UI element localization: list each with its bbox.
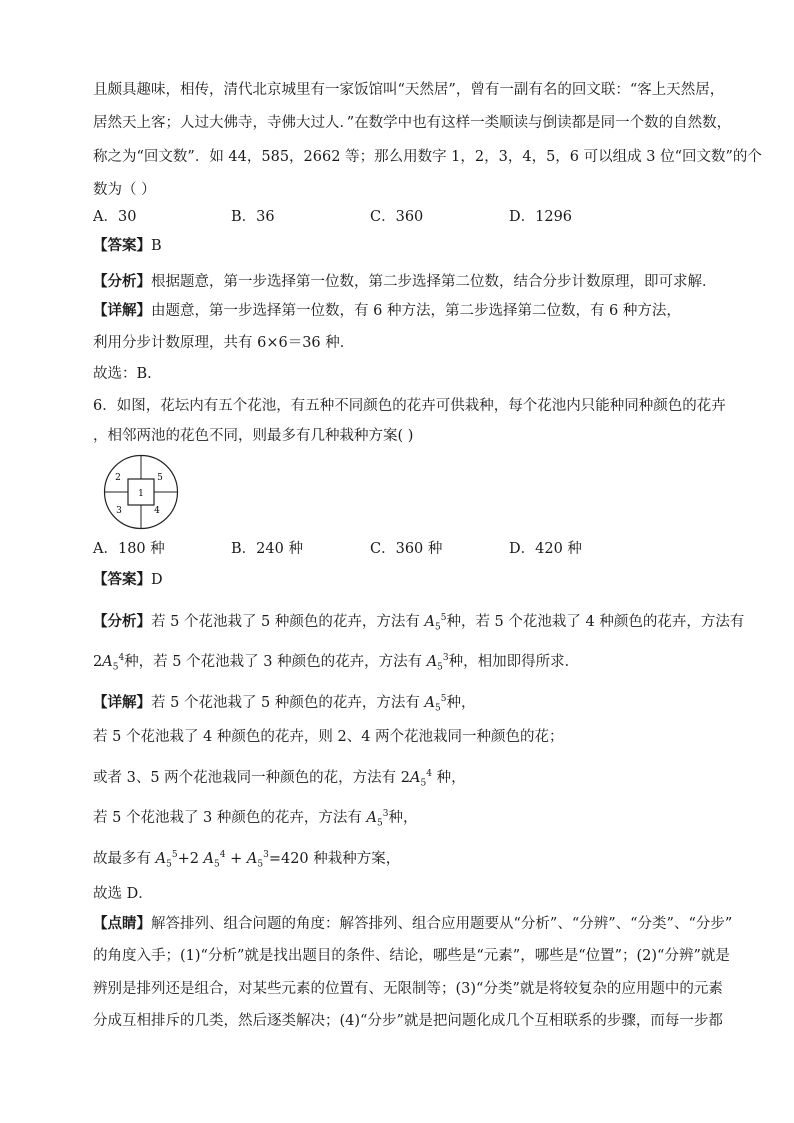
q6-stem-line-1: 6．如图，花坛内有五个花池，有五种不同颜色的花卉可供栽种，每个花池内只能种同种颜色的花卉 <box>93 398 726 414</box>
analysis-text: 根据题意，第一步选择第一位数，第二步选择第二位数，结合分步计数原理，即可求解． <box>151 274 717 290</box>
tip-text: 解答排列、组合问题的角度：解答排列、组合应用题要从“分析”、“分辨”、“分类”、“分步” <box>151 916 733 932</box>
q5-intro-line-3: 称之为“回文数”．如 44，585，2662 等；那么用数字 1，2，3，4，5，6 可以组成 3 位“回文数”的个 <box>93 149 762 165</box>
q5-option-a: A．30 <box>93 209 137 225</box>
analysis-tag: 【分析】 <box>93 612 151 630</box>
tip-tag: 【点睛】 <box>93 915 151 932</box>
label-pool-5: 5 <box>157 473 163 483</box>
q5-option-d: D．1296 <box>509 209 573 225</box>
analysis-tag: 【分析】 <box>93 273 151 290</box>
q6-tip-line-2: 的角度入手；(1)“分析”就是找出题目的条件、结论，哪些是“元素”，哪些是“位置”；(2)“分辨”就是 <box>93 948 730 964</box>
q5-detail-line-2: 利用分步计数原理，共有 6×6＝36 种． <box>93 335 355 351</box>
q5-answer <box>93 236 162 256</box>
q6-option-b: B．240 种 <box>231 541 303 557</box>
q6-detail-line-3: 或者 3、5 两个花池栽同一种颜色的花，方法有 $2A_5^4$ 种， <box>93 769 466 789</box>
detail-text: =420 种栽种方案， <box>268 850 401 867</box>
label-pool-4: 4 <box>154 506 160 516</box>
detail-text: 若 5 个花池栽了 5 种颜色的花卉，方法有 <box>151 694 420 711</box>
label-pool-2: 2 <box>115 473 121 483</box>
detail-text: 或者 3、5 两个花池栽同一种颜色的花，方法有 2 <box>93 769 411 786</box>
detail-text: 由题意，第一步选择第一位数，有 6 种方法，第二步选择第二位数，有 6 种方法， <box>151 303 681 319</box>
q6-option-c: C．360 种 <box>370 541 443 557</box>
answer-tag: 【答案】 <box>93 571 151 588</box>
detail-text: 若 5 个花池栽了 3 种颜色的花卉，方法有 <box>93 809 362 826</box>
q6-option-d: D．420 种 <box>509 541 582 557</box>
label-pool-1: 1 <box>138 489 144 499</box>
q5-intro-line-2: 居然天上客；人过大佛寺，寺佛大过人．”在数学中也有这样一类顺读与倒读都是同一个数的自然数， <box>93 115 732 131</box>
q5-analysis <box>93 272 717 292</box>
q6-tip-line-4: 分成互相排斥的几类，然后逐类解决；(4)“分步”就是把问题化成几个互相联系的步骤，而每一步都 <box>93 1013 723 1029</box>
q5-detail-line-1 <box>93 301 681 321</box>
q6-conclusion: 故选 D． <box>93 886 153 902</box>
q5-option-c: C．360 <box>370 209 424 225</box>
analysis-text: 种，相加即得所求． <box>448 653 580 670</box>
detail-text: 种， <box>388 809 418 826</box>
q5-conclusion: 故选：B. <box>93 366 152 382</box>
detail-text: 种， <box>436 769 466 786</box>
detail-tag: 【详解】 <box>93 302 151 319</box>
q6-answer <box>93 570 163 590</box>
q6-option-a: A．180 种 <box>93 541 165 557</box>
analysis-text: 若 5 个花池栽了 5 种颜色的花卉，方法有 <box>151 613 420 630</box>
q5-option-b: B．36 <box>231 209 275 225</box>
q6-stem-line-2: ，相邻两池的花色不同，则最多有几种栽种方案( ) <box>93 428 414 444</box>
analysis-text: 种，若 5 个花池栽了 3 种颜色的花卉，方法有 <box>124 653 423 670</box>
q6-analysis-line-2: $2A_5^4$种，若 5 个花池栽了 3 种颜色的花卉，方法有 $A_5^3$种，相加即得所求． <box>93 653 580 673</box>
q6-detail-line-1: 【详解】若 5 个花池栽了 5 种颜色的花卉，方法有 $A_5^5$种， <box>93 693 476 714</box>
q6-tip-line-1 <box>93 914 732 934</box>
flower-bed-diagram <box>102 453 180 531</box>
q6-analysis-line-1: 【分析】若 5 个花池栽了 5 种颜色的花卉，方法有 $A_5^5$种，若 5 个花池栽了 4 种颜色的花卉，方法有 <box>93 612 745 633</box>
answer-value: B <box>151 238 162 254</box>
answer-tag: 【答案】 <box>93 237 151 254</box>
q6-tip-line-3: 辨别是排列还是组合，对某些元素的位置有、无限制等；(3)“分类”就是将较复杂的应用题中的元素 <box>93 981 723 997</box>
detail-tag: 【详解】 <box>93 693 151 711</box>
detail-text: 种， <box>446 694 476 711</box>
detail-text: 故最多有 <box>93 850 151 867</box>
label-pool-3: 3 <box>116 506 122 516</box>
q5-intro-line-4: 数为（ ） <box>93 182 156 198</box>
analysis-text: 种，若 5 个花池栽了 4 种颜色的花卉，方法有 <box>446 613 745 630</box>
q5-intro-line-1: 且颇具趣味，相传，清代北京城里有一家饭馆叫“天然居”，曾有一副有名的回文联：“客上天然居， <box>93 82 725 98</box>
q6-detail-line-4: 若 5 个花池栽了 3 种颜色的花卉，方法有 $A_5^3$种， <box>93 809 418 829</box>
q6-detail-line-2: 若 5 个花池栽了 4 种颜色的花卉，则 2、4 两个花池栽同一种颜色的花； <box>93 729 564 745</box>
q6-detail-line-5: 故最多有 $A_5^5+2$ $A_5^4 + A_5^3=420$ 种栽种方案， <box>93 850 401 870</box>
answer-value: D <box>151 572 163 588</box>
